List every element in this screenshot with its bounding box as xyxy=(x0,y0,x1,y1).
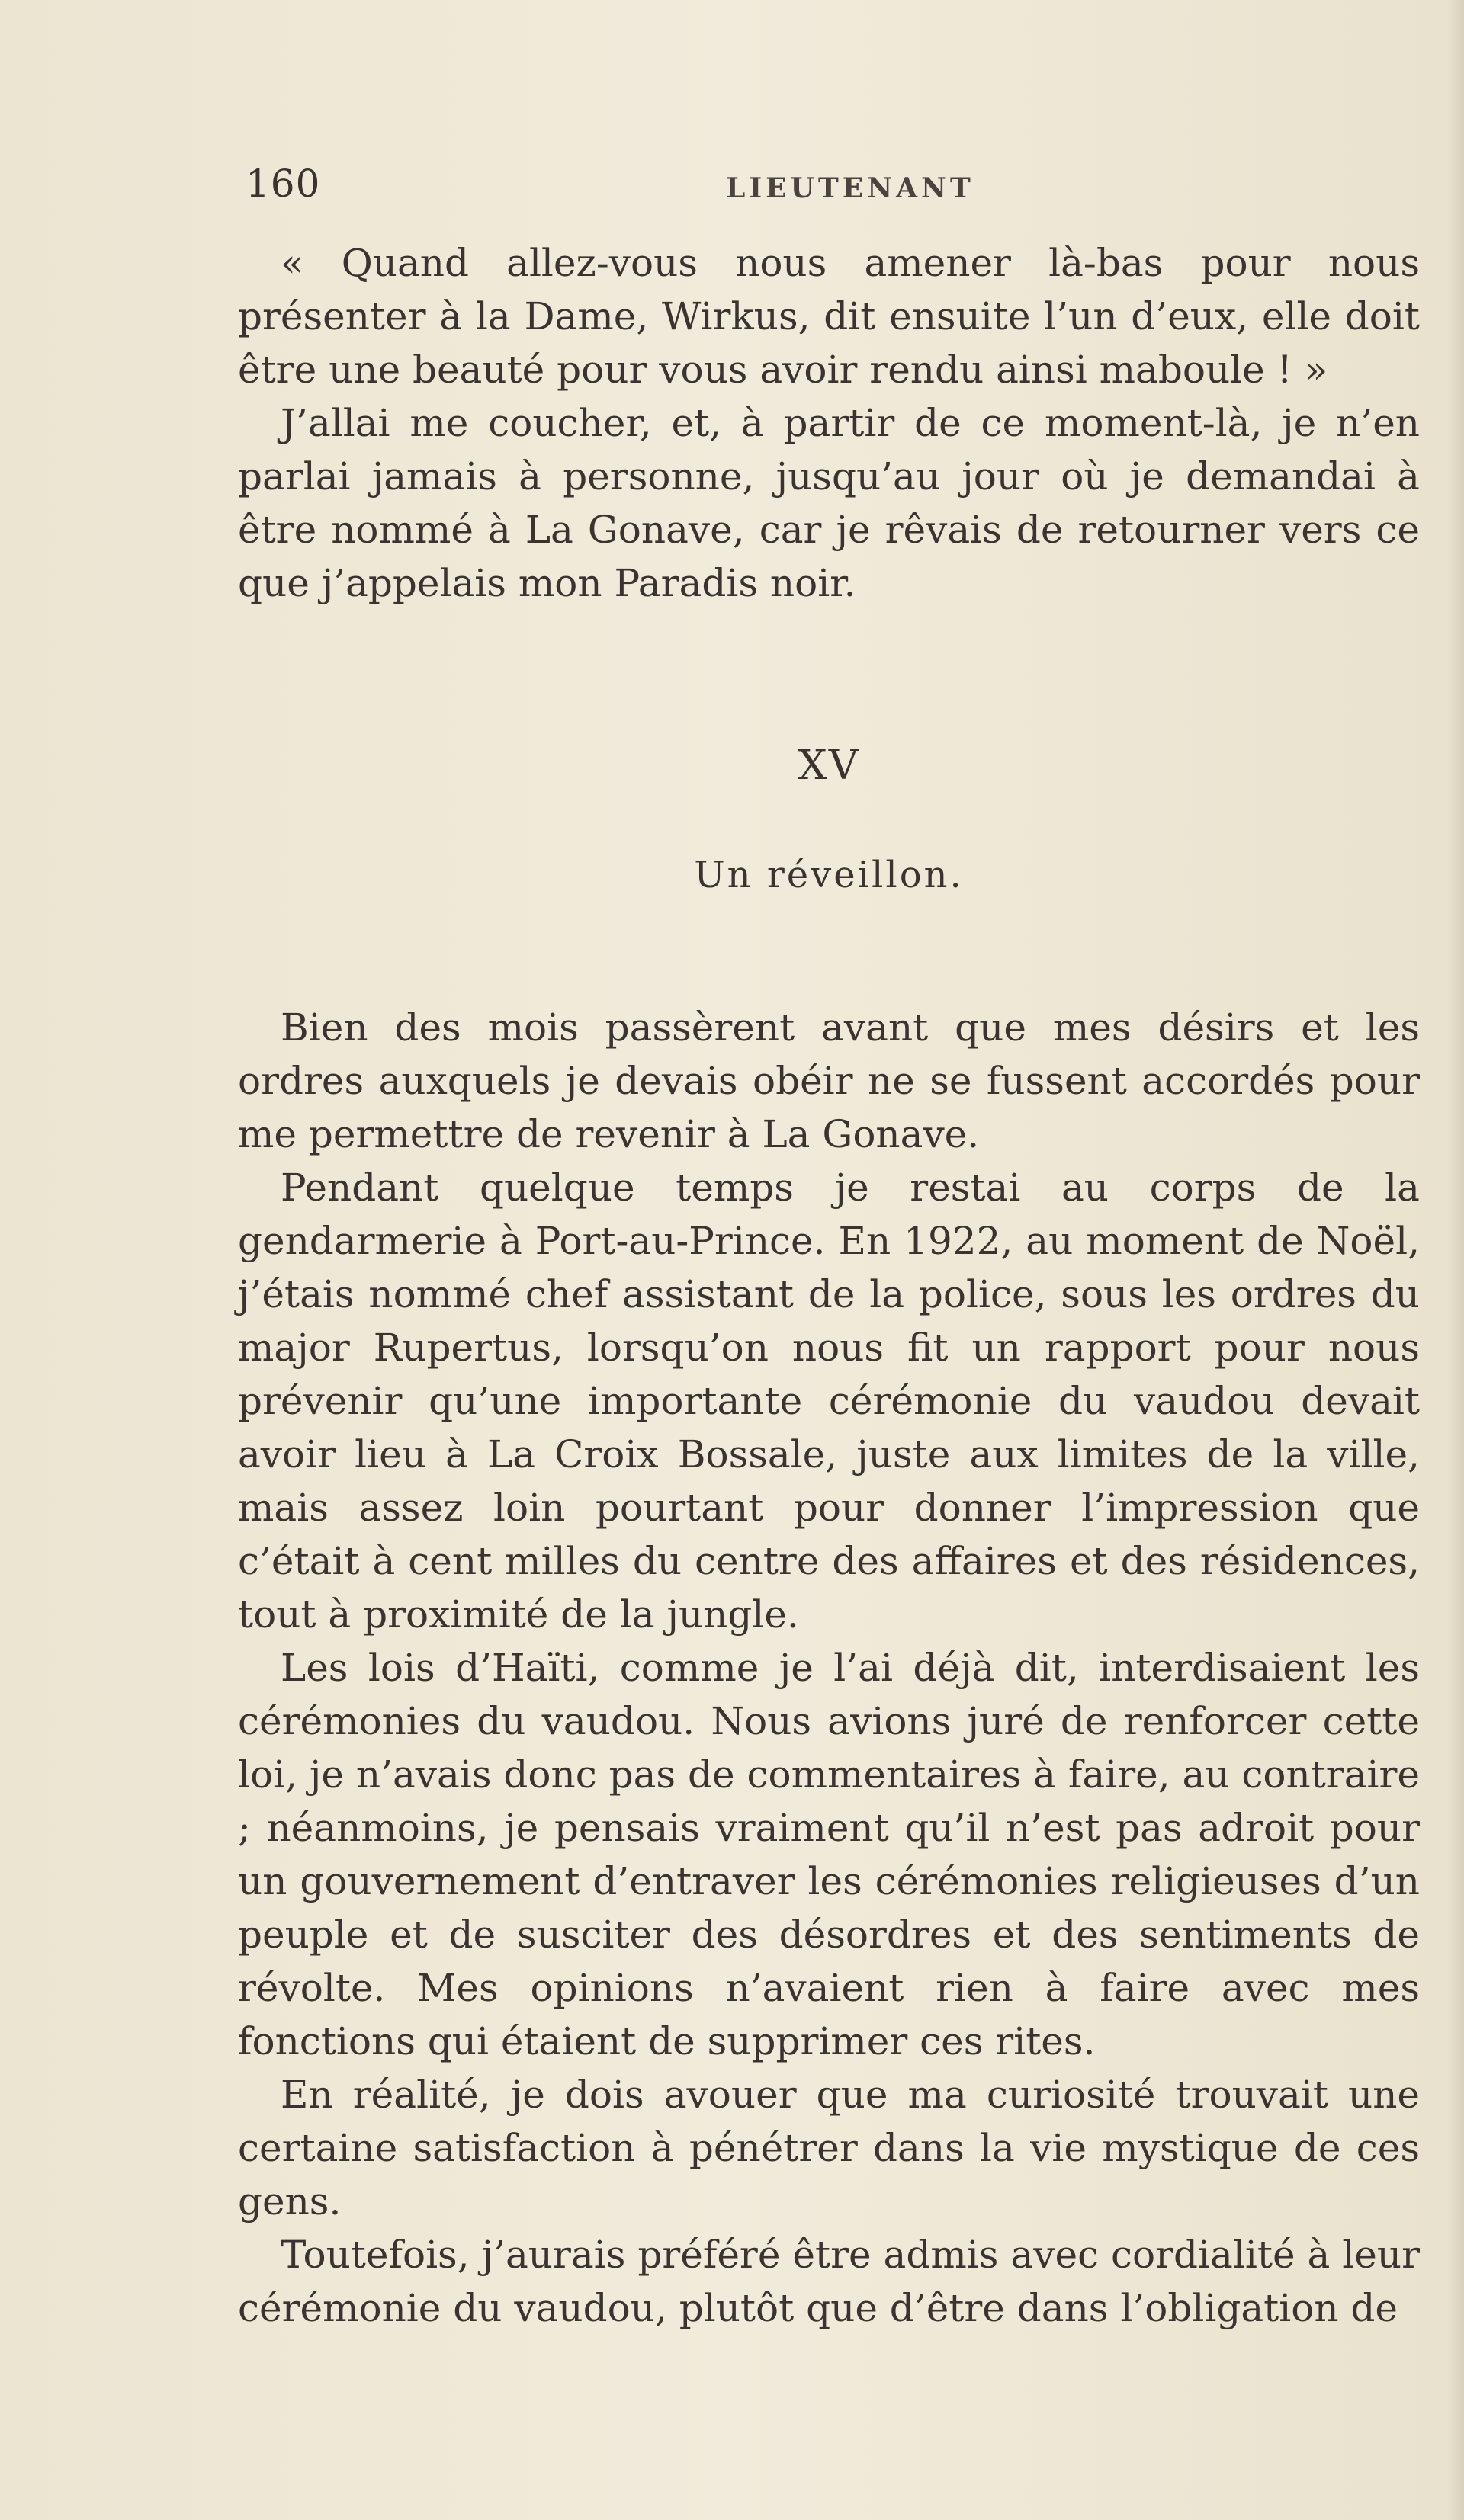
page-edge-shadow xyxy=(1447,0,1464,2520)
paragraph: J’allai me coucher, et, à partir de ce moment-là, je n’en parlai jamais à personne, jusqu’au jour où je demandai à être nommé à La Gonave, car je rêvais de retourner vers ce que j’appelais mon Paradis noir. xyxy=(238,401,1420,605)
paragraph: Pendant quelque temps je restai au corps de la gendarmerie à Port-au-Prince. En 1922, au moment de Noël, j’étais nommé chef assistant de la police, sous les ordres du major Rupertus, lorsqu’on nous fit un rapport pour nous prévenir qu’une importante cérémonie du vaudou devait avoir lieu à La Croix Bossale, juste aux limites de la ville, mais assez loin pourtant pour donner l’impression que c’était à cent milles du centre des affaires et des résidences, tout à proximité de la jungle. xyxy=(238,1165,1420,1637)
paragraph: Les lois d’Haïti, comme je l’ai déjà dit, interdisaient les cérémonies du vaudou. Nous avions juré de renforcer cette loi, je n’avais donc pas de commentaires à faire, au contraire ; néanmoins, je pensais vraiment qu’il n’est pas adroit pour un gouvernement d’entraver les cérémonies religieuses d’un peuple et de susciter des désordres et des sentiments de révolte. Mes opinions n’avaient rien à faire avec mes fonctions qui étaient de supprimer ces rites. xyxy=(238,1646,1420,2063)
section-1-text xyxy=(238,236,1420,610)
paragraph: Bien des mois passèrent avant que mes désirs et les ordres auxquels je devais obéir ne se fussent accordés pour me permettre de revenir à La Gonave. xyxy=(238,1005,1420,1156)
chapter-number: XV xyxy=(798,741,860,789)
section-2-text xyxy=(238,1001,1420,2335)
paragraph: En réalité, je dois avouer que ma curiosité trouvait une certaine satisfaction à pénétrer dans la vie mystique de ces gens. xyxy=(238,2073,1420,2223)
page-header xyxy=(246,162,1420,223)
running-head: LIEUTENANT xyxy=(726,172,974,204)
paragraph: « Quand allez-vous nous amener là-bas pour nous présenter à la Dame, Wirkus, dit ensuite l’un d’eux, elle doit être une beauté pour vous avoir rendu ainsi maboule ! » xyxy=(238,241,1420,392)
paragraph: Toutefois, j’aurais préféré être admis avec cordialité à leur cérémonie du vaudou, plutôt que d’être dans l’obligation de xyxy=(238,2233,1420,2330)
page-number: 160 xyxy=(246,162,321,206)
chapter-title: Un réveillon. xyxy=(694,854,964,896)
